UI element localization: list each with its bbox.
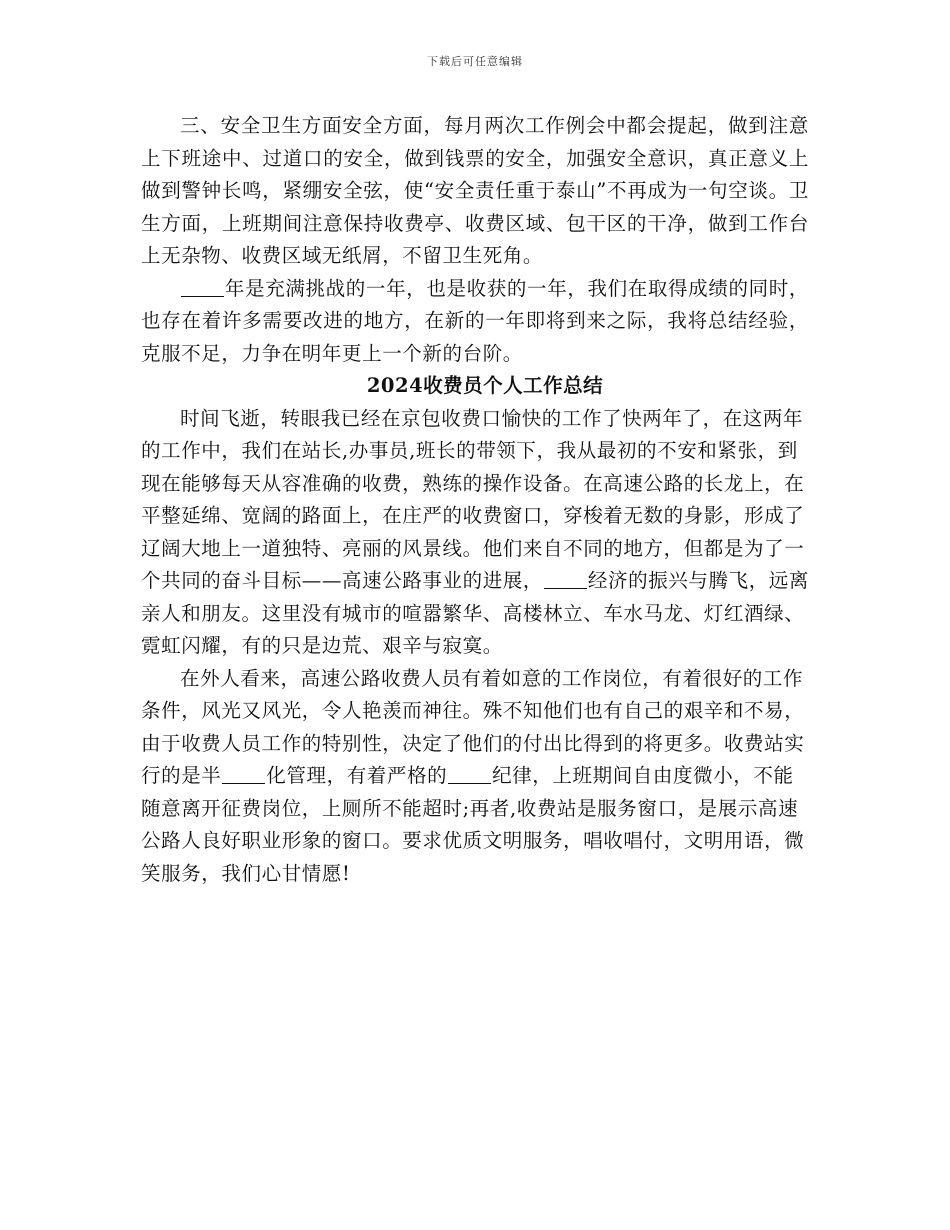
paragraph-outsiders-part2: 化管理，有着严格的 [266,764,448,787]
paragraph-outsiders-view [141,663,809,891]
paragraph-time-flies [141,403,809,663]
paragraph-time-flies-part1: 时间飞逝，转眼我已经在京包收费口愉快的工作了快两年了，在这两年的工作中，我们在站长,办事员,班长的带领下，我从最初的不安和紧张，到现在能够每天从容准确的收费，熟练的操作设备。在高速公路的长龙上，在平整延绵、宽阔的路面上，在庄严的收费窗口，穿梭着无数的身影，形成了辽阔大地上一道独特、亮丽的风景线。他们来自不同的地方，但都是为了一个共同的奋斗目标——高速公路事业的进展， [141,406,805,592]
blank-underline [181,276,224,297]
blank-underline [222,764,265,785]
blank-underline [448,764,491,785]
page-header: 下载后可任意编辑 [427,55,523,68]
paragraph-time-flies-part2: 经济的振兴与腾飞，远离亲人和朋友。这里没有城市的喧嚣繁华、高楼林立、车水马龙、灯红酒绿、霓虹闪耀，有的只是边荒、艰辛与寂寞。 [141,569,810,657]
paragraph-year-summary-text: 年是充满挑战的一年，也是收获的一年，我们在取得成绩的同时，也存在着许多需要改进的地方，在新的一年即将到来之际，我将总结经验，克服不足，力争在明年更上一个新的台阶。 [141,276,809,365]
paragraph-year-summary [141,273,809,371]
blank-underline [544,569,587,590]
document-body [141,110,809,890]
paragraph-outsiders-part3: 纪律，上班期间自由度微小，不能随意离开征费岗位，上厕所不能超时;再者,收费站是服务窗口，是展示高速公路人良好职业形象的窗口。要求优质文明服务，唱收唱付，文明用语，微笑服务，我们心甘情愿! [141,764,805,885]
paragraph-safety-hygiene: 三、安全卫生方面安全方面，每月两次工作例会中都会提起，做到注意上下班途中、过道口的安全，做到钱票的安全，加强安全意识，真正意义上做到警钟长鸣，紧绷安全弦，使“安全责任重于泰山”不再成为一句空谈。卫生方面，上班期间注意保持收费亭、收费区域、包干区的干净，做到工作台上无杂物、收费区域无纸屑，不留卫生死角。 [141,114,809,267]
section-title: 2024收费员个人工作总结 [366,374,604,397]
paragraph-outsiders-part1: 在外人看来，高速公路收费人员有着如意的工作岗位，有着很好的工作条件，风光又风光，令人艳羡而神往。殊不知他们也有自己的艰辛和不易，由于收费人员工作的特别性，决定了他们的付出比得到的将更多。收费站实行的是半 [141,666,805,787]
